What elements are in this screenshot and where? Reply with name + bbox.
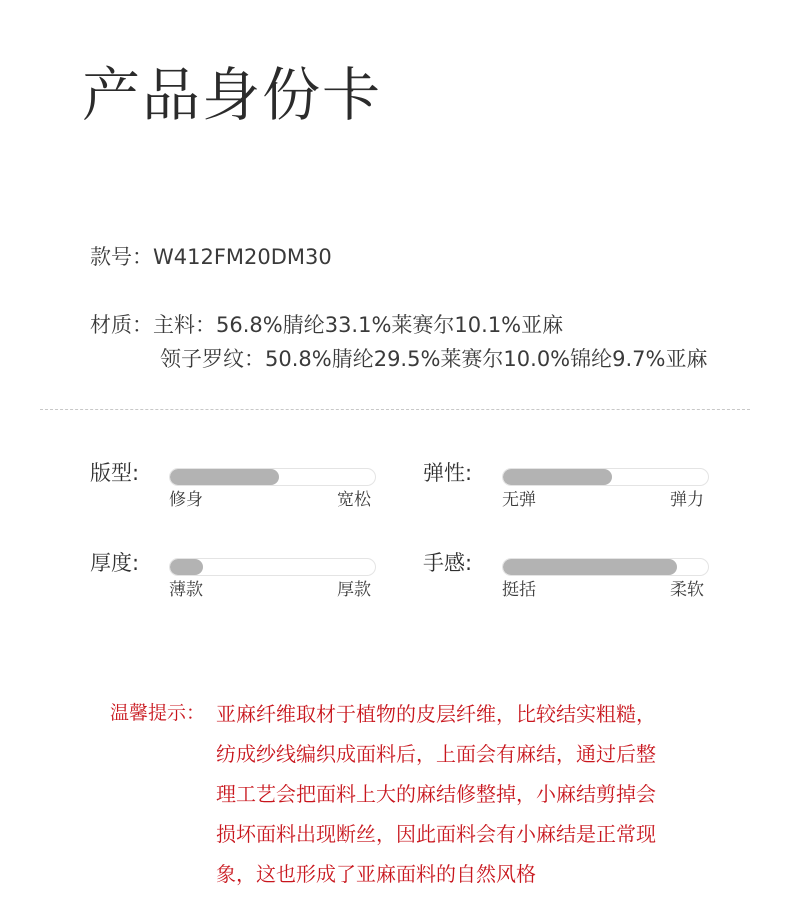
- dashed-divider: [40, 409, 750, 410]
- attribute-fit: [90, 463, 390, 523]
- level-fill: [170, 469, 279, 485]
- material-label: 材质：: [90, 313, 153, 337]
- attribute-name: 弹性:: [423, 461, 473, 485]
- material-row: [90, 315, 563, 336]
- attribute-elasticity: [423, 463, 723, 523]
- level-track: [169, 558, 376, 576]
- attribute-hand-feel: [423, 553, 723, 613]
- low-label: 无弹: [502, 490, 536, 510]
- low-label: 挺括: [502, 580, 536, 600]
- level-track: [502, 558, 709, 576]
- page-title: 产品身份卡: [82, 61, 383, 129]
- tip-line: 纺成纱线编织成面料后，上面会有麻结，通过后整: [216, 742, 656, 766]
- level-fill: [170, 559, 203, 575]
- attribute-thickness: [90, 553, 390, 613]
- level-track: [502, 468, 709, 486]
- high-label: 宽松: [337, 490, 371, 510]
- style-number-label: 款号：: [90, 245, 153, 269]
- material-collar-rib: 领子罗纹：50.8%腈纶29.5%莱赛尔10.0%锦纶9.7%亚麻: [160, 347, 708, 371]
- style-number-row: [90, 247, 332, 268]
- low-label: 修身: [169, 490, 203, 510]
- tip-line: 亚麻纤维取材于植物的皮层纤维，比较结实粗糙，: [216, 702, 656, 726]
- level-fill: [503, 559, 677, 575]
- attribute-name: 手感:: [423, 551, 473, 575]
- level-fill: [503, 469, 612, 485]
- tip-label: 温馨提示：: [110, 702, 206, 724]
- tip-line: 损坏面料出现断丝，因此面料会有小麻结是正常现: [216, 822, 656, 846]
- style-number-value: W412FM20DM30: [153, 245, 332, 269]
- tip-line: 理工艺会把面料上大的麻结修整掉，小麻结剪掉会: [216, 782, 656, 806]
- high-label: 弹力: [670, 490, 704, 510]
- material-main-fabric: 主料：56.8%腈纶33.1%莱赛尔10.1%亚麻: [153, 313, 564, 337]
- attribute-name: 厚度:: [90, 551, 140, 575]
- attribute-name: 版型:: [90, 461, 140, 485]
- level-track: [169, 468, 376, 486]
- high-label: 柔软: [670, 580, 704, 600]
- high-label: 厚款: [337, 580, 371, 600]
- tip-text: [216, 704, 691, 904]
- tip-line: 象，这也形成了亚麻面料的自然风格: [216, 862, 536, 886]
- low-label: 薄款: [169, 580, 203, 600]
